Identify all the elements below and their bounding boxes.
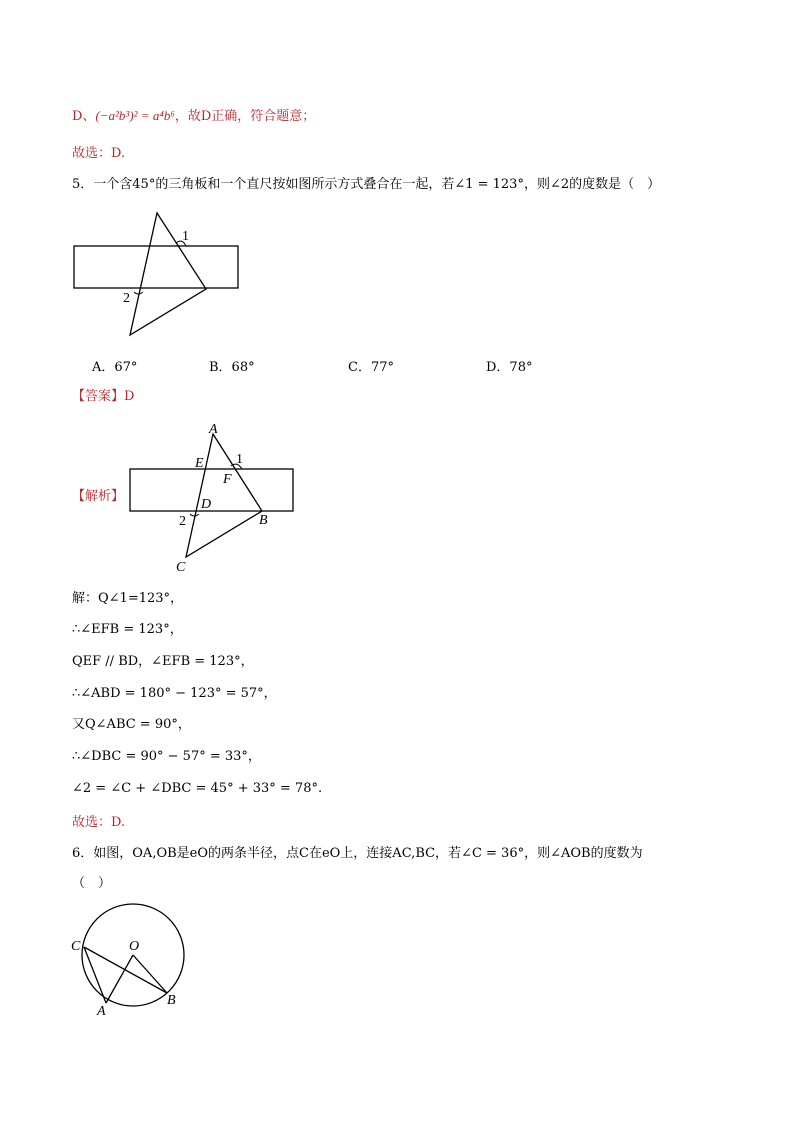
q5-analysis-label-f: F	[223, 472, 232, 487]
prev-option-d-expression: (−a²b³)² = a⁴b⁶	[95, 108, 175, 123]
q5-analysis-label-1: 1	[236, 452, 243, 467]
prev-option-d-prefix: D、	[72, 109, 96, 124]
q5-solution-line-5: 又Q∠ABC = 90°，	[72, 717, 191, 732]
q5-analysis-label-a: A	[209, 422, 218, 437]
prev-option-d-suffix: ，故D正确，符合题意；	[174, 109, 316, 124]
q5-option-b: B．68°	[209, 360, 255, 375]
q6-label-o: O	[129, 939, 140, 954]
q5-solution-line-7: ∠2 = ∠C + ∠DBC = 45° + 33° = 78°.	[72, 781, 323, 796]
q6-chord-ca	[84, 947, 106, 1003]
q5-analysis-label-c: C	[176, 560, 186, 575]
q5-answer-tag: 【答案】	[72, 389, 125, 404]
q5-option-c: C．77°	[348, 360, 394, 375]
q6-label-c: C	[71, 939, 81, 954]
q6-radius-oa	[106, 955, 133, 1003]
q5-option-d: D．78°	[486, 360, 533, 375]
q6-chord-cb	[84, 947, 167, 993]
q6-stem-continuation: （ ）	[72, 876, 112, 891]
q6-stem: 6．如图，OA,OB是eO的两条半径，点C在eO上，连接AC,BC，若∠C = 36°，则∠AOB的度数为	[72, 846, 643, 861]
q5-analysis-label-b: B	[259, 513, 268, 528]
q5-option-a: A．67°	[92, 360, 138, 375]
q5-solution-line-6: ∴∠DBC = 90° − 57° = 33°，	[72, 749, 261, 764]
q5-answer-value: D	[124, 389, 135, 404]
q5-analysis-label-e: E	[195, 456, 204, 471]
q6-label-a: A	[97, 1004, 106, 1019]
prev-choice: 故选：D.	[72, 146, 126, 161]
q6-radius-ob	[133, 955, 167, 993]
q5-angle1-label: 1	[182, 229, 189, 244]
q6-label-b: B	[167, 993, 176, 1008]
q5-analysis-tag: 【解析】	[72, 489, 125, 504]
q5-analysis-label-d: D	[201, 497, 212, 512]
q5-solution-line-3: QEF // BD，∠EFB = 123°，	[72, 654, 254, 669]
q5-angle2-label: 2	[123, 291, 130, 306]
q5-stem: 5．一个含45°的三角板和一个直尺按如图所示方式叠合在一起，若∠1 = 123°，则∠2的度数是（ ）	[72, 177, 661, 192]
q5-choice: 故选：D.	[72, 815, 126, 830]
q5-analysis-label-2: 2	[179, 514, 186, 529]
q5-solution-line-2: ∴∠EFB = 123°，	[72, 622, 183, 637]
q5-solution-line-4: ∴∠ABD = 180° − 123° = 57°，	[72, 686, 277, 701]
q5-solution-line-1: 解：Q∠1=123°，	[72, 591, 184, 606]
